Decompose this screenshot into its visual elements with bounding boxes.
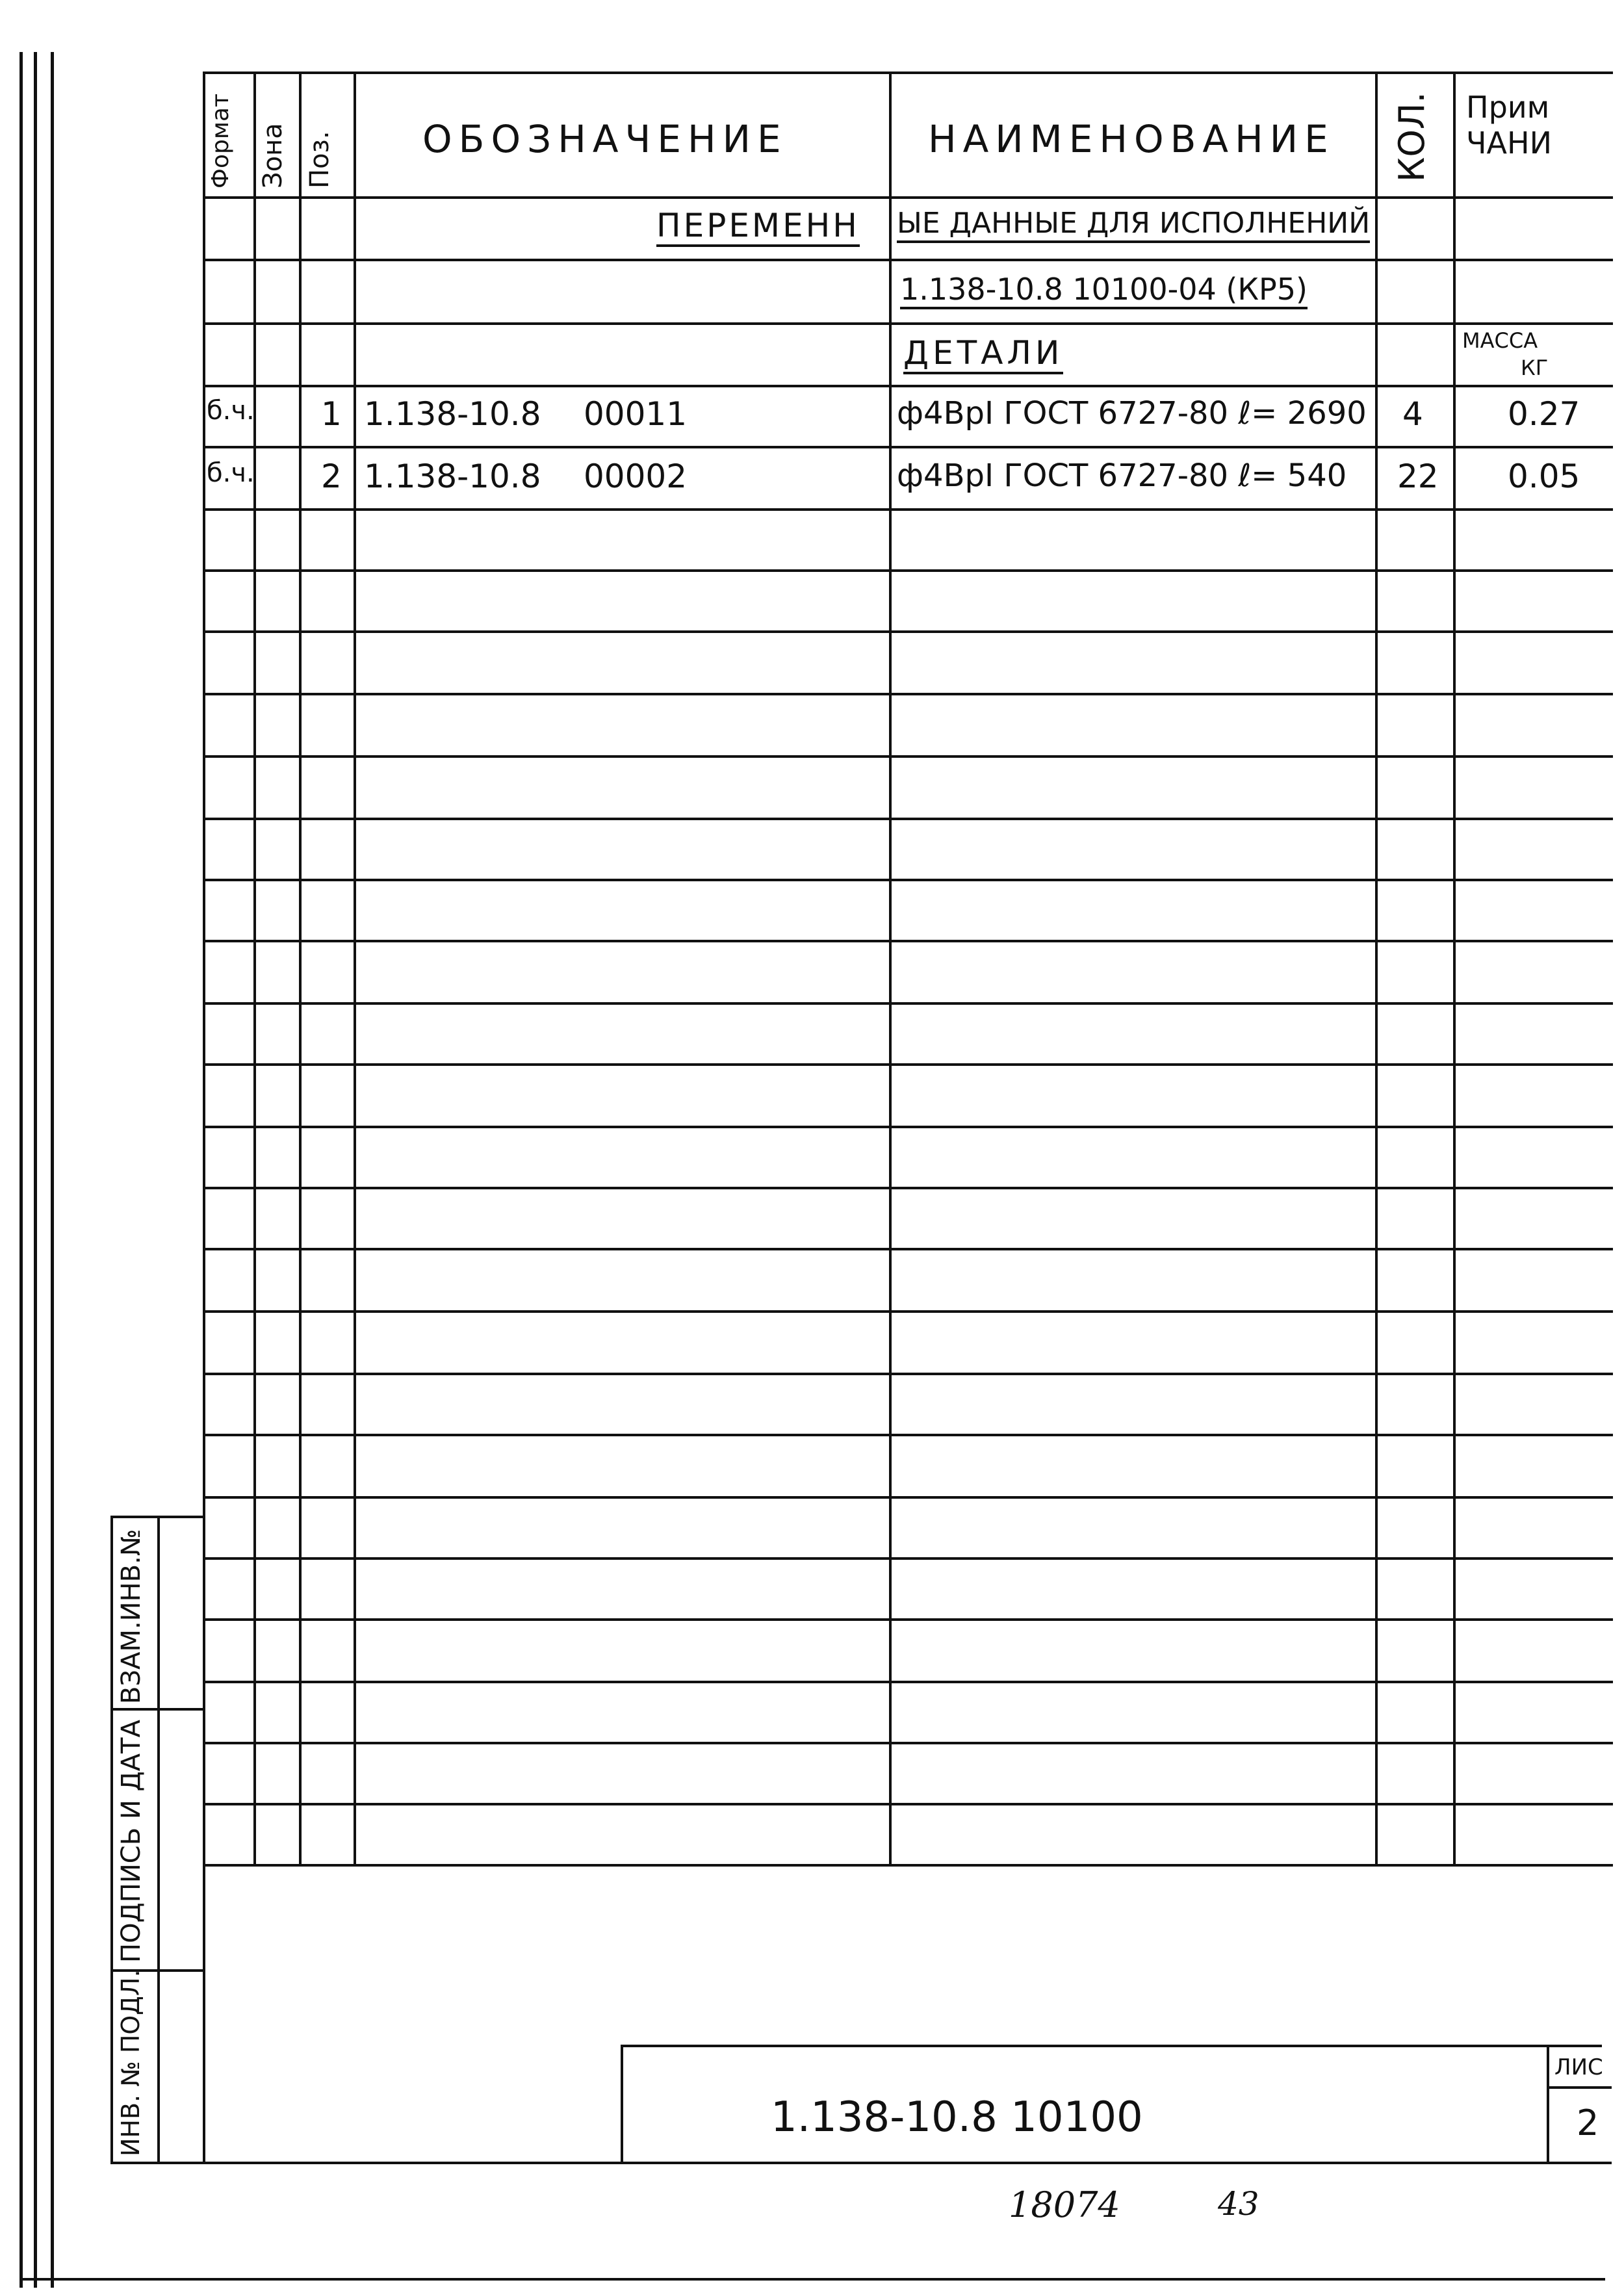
sheet-label: ЛИС bbox=[1554, 2054, 1603, 2080]
column-divider bbox=[1453, 71, 1456, 1865]
row-pos: 2 bbox=[321, 458, 342, 495]
row-line bbox=[203, 1434, 1613, 1436]
row-format: б.ч. bbox=[207, 396, 255, 426]
row-line bbox=[203, 1557, 1613, 1560]
row-line bbox=[203, 508, 1613, 511]
row-line bbox=[203, 1496, 1613, 1499]
row-code: 00011 bbox=[584, 395, 688, 433]
row-name: ф4ВрI ГОСТ 6727-80 ℓ= 540 bbox=[897, 458, 1347, 494]
row-line bbox=[203, 1126, 1613, 1128]
mass-unit: КГ bbox=[1521, 356, 1549, 380]
sheet-number: 2 bbox=[1577, 2102, 1599, 2143]
row-designation: 1.138-10.8 bbox=[364, 395, 541, 433]
header-format: Формат bbox=[207, 93, 234, 188]
variable-data-right: ЫЕ ДАННЫЕ ДЛЯ ИСПОЛНЕНИЙ bbox=[897, 209, 1370, 243]
row-line bbox=[203, 693, 1613, 695]
row-line bbox=[203, 1002, 1613, 1005]
header-qty: КОЛ. bbox=[1391, 92, 1432, 182]
row-line bbox=[203, 1310, 1613, 1313]
row-designation: 1.138-10.8 bbox=[364, 458, 541, 495]
row-mass: 0.05 bbox=[1508, 458, 1580, 495]
document-number: 1.138-10.8 10100 bbox=[771, 2093, 1143, 2141]
variable-data-left: ПЕРЕМЕНН bbox=[656, 209, 860, 247]
stamp-inv-orig: ИНВ. № ПОДЛ. bbox=[116, 1969, 145, 2156]
row-line bbox=[203, 879, 1613, 881]
row-line bbox=[203, 1187, 1613, 1189]
stamp-sign-date: ПОДПИСЬ И ДАТА bbox=[116, 1720, 146, 1963]
header-note bbox=[1466, 90, 1552, 161]
row-line bbox=[203, 818, 1613, 820]
stamp-replace-inv: ВЗАМ.ИНВ.№ bbox=[116, 1529, 146, 1704]
header-note-line1: Прим bbox=[1466, 90, 1550, 125]
row-line bbox=[203, 755, 1613, 758]
page-number: 43 bbox=[1218, 2185, 1259, 2223]
row-line bbox=[203, 1681, 1613, 1683]
stamp-border bbox=[110, 1708, 205, 1711]
column-divider bbox=[1375, 71, 1378, 1865]
stamp-border bbox=[157, 1516, 160, 2163]
row-line bbox=[203, 1063, 1613, 1066]
stamp-border bbox=[110, 1516, 113, 2163]
row-line bbox=[203, 940, 1613, 942]
column-divider bbox=[299, 71, 302, 1865]
row-line bbox=[203, 1248, 1613, 1250]
title-block-border bbox=[1547, 2045, 1549, 2163]
row-line bbox=[203, 569, 1613, 572]
stamp-border bbox=[110, 1516, 205, 1518]
header-zone: Зона bbox=[258, 123, 288, 188]
row-line bbox=[203, 1864, 1613, 1867]
row-pos: 1 bbox=[321, 395, 342, 433]
title-block-border bbox=[621, 2045, 623, 2163]
row-line bbox=[203, 1803, 1613, 1805]
row-line bbox=[203, 1373, 1613, 1375]
title-block-border bbox=[1547, 2086, 1612, 2089]
row-mass: 0.27 bbox=[1508, 395, 1580, 433]
row-line bbox=[203, 1618, 1613, 1621]
row-line bbox=[203, 385, 1613, 387]
row-qty: 4 bbox=[1402, 395, 1423, 433]
row-format: б.ч. bbox=[207, 458, 255, 488]
column-divider bbox=[253, 71, 256, 1865]
row-line bbox=[203, 1742, 1613, 1744]
table-top-border bbox=[203, 71, 1613, 74]
archive-number: 18074 bbox=[1009, 2184, 1120, 2225]
title-block-border bbox=[621, 2045, 1602, 2047]
row-line bbox=[203, 446, 1613, 448]
header-bottom-border bbox=[203, 196, 1613, 199]
row-qty: 22 bbox=[1397, 458, 1439, 495]
header-pos: Поз. bbox=[305, 131, 335, 188]
row-line bbox=[203, 259, 1613, 261]
version-label: 1.138-10.8 10100-04 (КР5) bbox=[900, 274, 1308, 309]
row-name: ф4ВрI ГОСТ 6727-80 ℓ= 2690 bbox=[897, 395, 1367, 432]
mass-label: МАССА bbox=[1462, 328, 1538, 353]
row-code: 00002 bbox=[584, 458, 688, 495]
row-line bbox=[203, 322, 1613, 325]
section-title: ДЕТАЛИ bbox=[903, 337, 1063, 374]
column-divider bbox=[889, 71, 892, 1865]
header-designation: ОБОЗНАЧЕНИЕ bbox=[422, 117, 788, 161]
header-note-line2: ЧАНИ bbox=[1466, 125, 1553, 161]
row-line bbox=[203, 630, 1613, 633]
column-divider bbox=[354, 71, 356, 1865]
header-name: НАИМЕНОВАНИЕ bbox=[928, 117, 1335, 161]
table-bottom-border bbox=[110, 2162, 1612, 2164]
